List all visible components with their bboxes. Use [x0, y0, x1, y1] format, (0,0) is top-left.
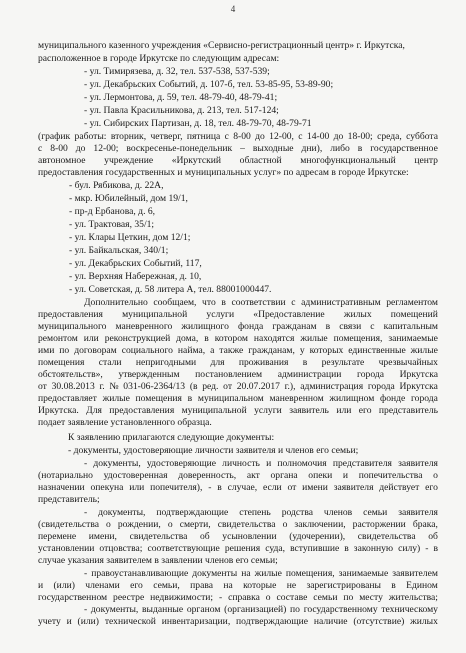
text-line: - документы, удостоверяющие личность и полномочия представителя заявителя	[84, 458, 438, 469]
text-line: - ул. Лермонтова, д. 59, тел. 48-79-40, 48-79-41;	[84, 92, 278, 103]
text-line: К заявлению прилагаются следующие документы:	[68, 432, 275, 443]
text-line: подает заявление установленного образца.	[38, 417, 212, 428]
text-line: Иркутска. Для предоставления муниципальной услуги заявитель или его представитель	[38, 405, 438, 416]
text-line: от 30.08.2013 г. № 031-06-2364/13 (в ред. от 20.07.2017 г.), администрация города Иркутска	[38, 381, 438, 392]
text-line: - ул. Верхняя Набережная, д. 10,	[69, 271, 202, 282]
text-line: - ул. Декабрьских Событий, 117,	[69, 258, 202, 269]
text-line: (свидетельства о рождении, о смерти, свидетельства о заключении, расторжении брака,	[38, 519, 438, 530]
text-line: помещения стали непригодными для проживания в результате чрезвычайных	[38, 357, 438, 368]
text-line: - документы, подтверждающие степень родства членов семьи заявителя	[84, 507, 438, 518]
text-line: (график работы: вторник, четверг, пятница с 8-00 до 12-00, с 14-00 до 18-00; среда, суббота	[38, 131, 438, 142]
text-line: перемене имени, свидетельства об усыновлении (удочерении), свидетельства об	[38, 531, 438, 542]
text-line: - пр-д Ербанова, д. 6,	[69, 206, 156, 217]
text-line: ремонтом или реконструкцией дома, в котором находятся жилые помещения, занимаемые	[38, 333, 438, 344]
text-line: - ул. Декабрьских Событий, д. 107-б, тел. 53-85-95, 53-89-90;	[84, 79, 334, 90]
text-line: - ул. Тимирязева, д. 32, тел. 537-538, 537-539;	[84, 66, 270, 77]
text-line: - ул. Байкальская, 340/1;	[69, 245, 169, 256]
text-line: назначении опекуна или попечителя), - в случае, если от имени заявителя действует его	[38, 482, 438, 493]
text-line: - ул. Сибирских Партизан, д. 18, тел. 48-79-70, 48-79-71	[84, 118, 312, 129]
text-line: - мкр. Юбилейный, дом 19/1,	[69, 193, 188, 204]
text-line: случае указания заявителем в заявлении членов его семьи;	[38, 555, 278, 566]
text-line: муниципального маневренного жилищного фонда гражданам в связи с капитальным	[38, 321, 438, 332]
text-line: учету и (или) технической инвентаризации, подтверждающие наличие (отсутствие) жилых	[38, 616, 438, 627]
text-line: - ул. Советская, д. 58 литера А, тел. 88001000447.	[69, 284, 272, 295]
text-line: расположенное в городе Иркутске по следующим адресам:	[38, 53, 280, 64]
text-line: предоставляет жилые помещения в муниципальном маневренном жилищном фонде города	[38, 393, 438, 404]
text-line: - правоустанавливающие документы на жилые помещения, занимаемые заявителем	[84, 568, 438, 579]
text-line: с 8-00 до 12-00; воскресенье-понедельник – выходные дни), либо в государственное	[38, 143, 438, 154]
text-line: автономное учреждение «Иркутский областной многофункциональный центр	[38, 155, 438, 166]
text-line: обстоятельств», утвержденным постановлением администрации города Иркутска	[38, 369, 438, 380]
text-line: предоставления муниципальной услуги «Предоставление жилых помещений	[38, 309, 438, 320]
text-line: предоставления государственных и муниципальных услуг» по адресам в городе Иркутске:	[38, 167, 409, 178]
text-line: муниципального казенного учреждения «Сервисно-регистрационный центр» г. Иркутска,	[38, 40, 405, 51]
text-line: Дополнительно сообщаем, что в соответствии с административным регламентом	[84, 297, 438, 308]
text-line: - ул. Трактовая, 35/1;	[69, 219, 155, 230]
text-line: - бул. Рябикова, д. 22А,	[69, 180, 164, 191]
text-line: представитель;	[38, 494, 100, 505]
text-line: - ул. Павла Красильникова, д. 213, тел. 517-124;	[84, 105, 279, 116]
text-line: и (или) членами его семьи, права на которые не зарегистрированы в Едином	[38, 580, 438, 591]
text-line: ими по договорам социального найма, а также гражданам, у которых единственные жилые	[38, 345, 438, 356]
text-line: - документы, выданные органом (организацией) по государственному техническому	[84, 604, 438, 615]
text-line: государственном реестре недвижимости; - справка о составе семьи по месту жительства;	[38, 592, 438, 603]
page-number: 4	[230, 4, 236, 14]
text-line: (нотариально удостоверенная доверенность, акт органа опеки и попечительства о	[38, 470, 438, 481]
text-line: - ул. Клары Цеткин, дом 12/1;	[69, 232, 191, 243]
text-line: - документы, удостоверяющие личности заявителя и членов его семьи;	[68, 445, 359, 456]
text-line: установлении отцовства; соответствующие решения суда, вступившие в законную силу) - в	[38, 543, 438, 554]
